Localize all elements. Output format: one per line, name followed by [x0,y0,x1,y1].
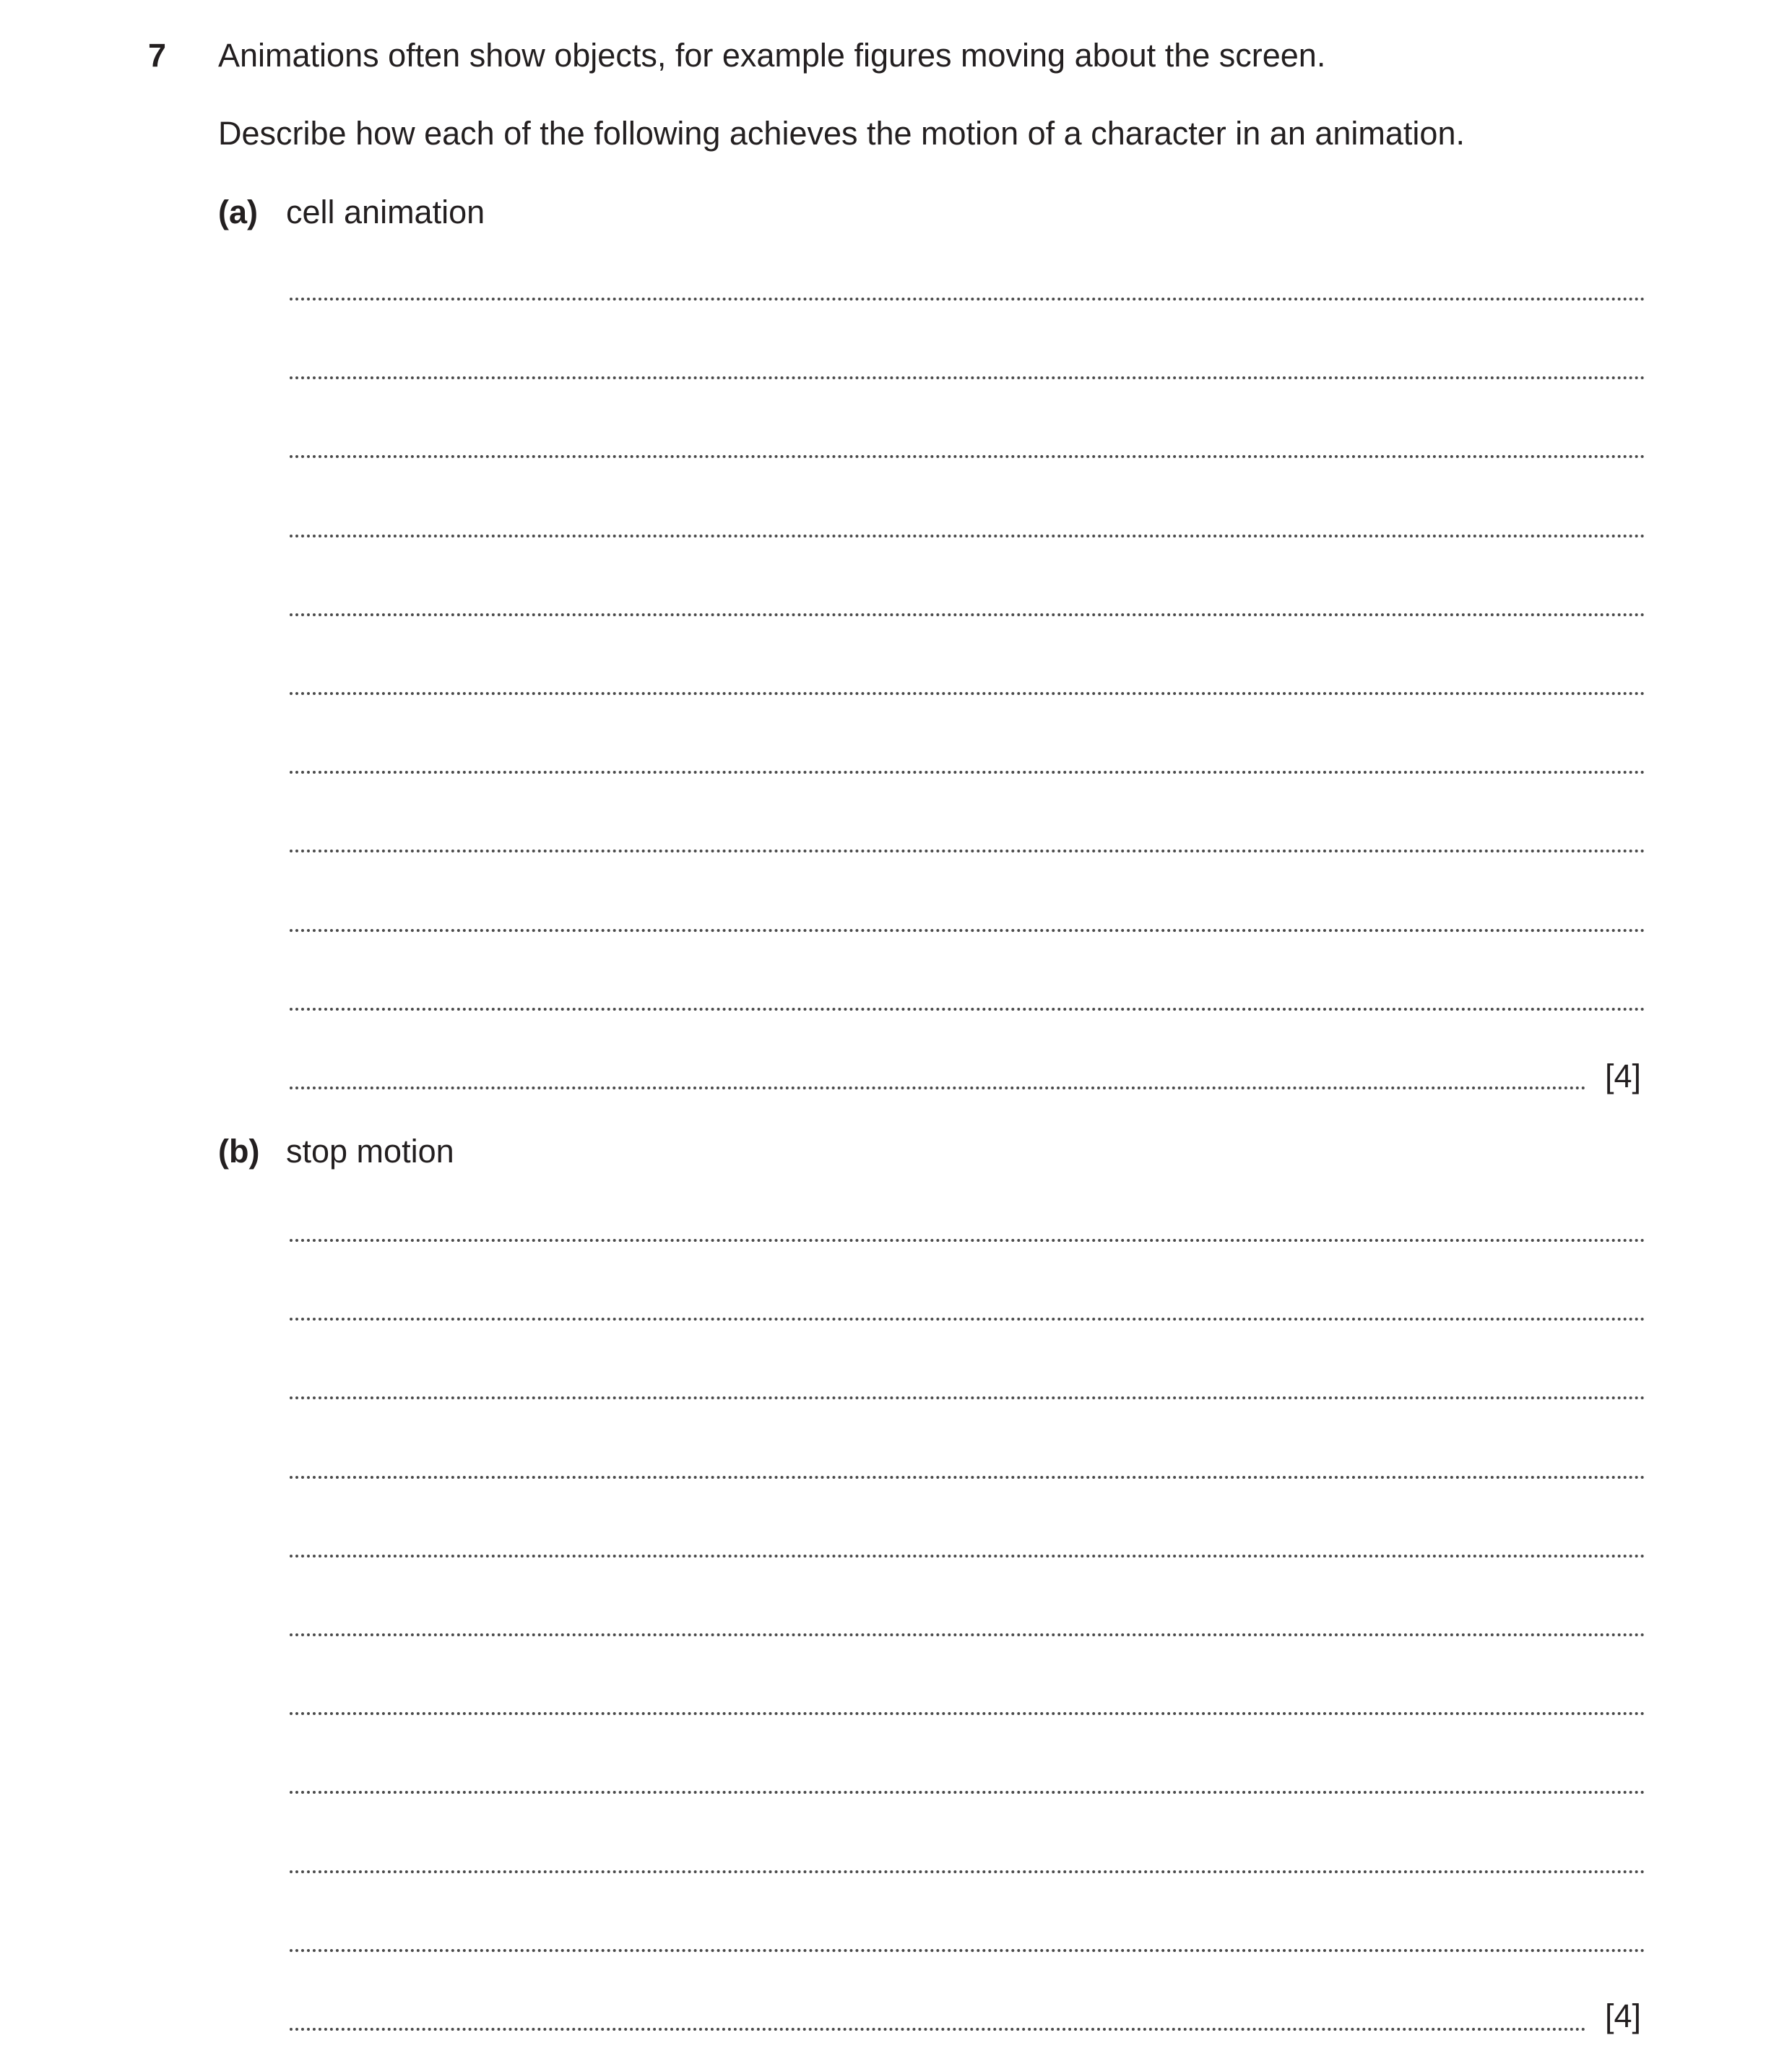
answer-line[interactable] [290,455,1645,458]
answer-line[interactable] [290,1555,1645,1558]
part-a-text: cell animation [286,194,485,230]
answer-line[interactable] [290,1870,1645,1873]
part-a-marks: [4] [1605,1058,1642,1094]
answer-line[interactable] [290,850,1645,852]
answer-line[interactable] [290,1712,1645,1715]
answer-line[interactable] [290,1239,1645,1242]
part-b-label: (b) [218,1133,260,1170]
answer-line[interactable] [290,1318,1645,1321]
part-b-text: stop motion [286,1133,454,1170]
answer-line[interactable] [290,376,1645,379]
answer-line[interactable] [290,2028,1586,2031]
answer-line[interactable] [290,1008,1645,1011]
answer-line[interactable] [290,535,1645,537]
answer-line[interactable] [290,692,1645,695]
answer-line[interactable] [290,298,1645,301]
answer-line[interactable] [290,1791,1645,1794]
answer-line[interactable] [290,771,1645,774]
answer-line[interactable] [290,613,1645,616]
answer-line[interactable] [290,1633,1645,1636]
answer-line[interactable] [290,1396,1645,1399]
answer-line[interactable] [290,1949,1645,1952]
answer-line[interactable] [290,1087,1586,1089]
question-stem: Animations often show objects, for example figures moving about the screen. [218,37,1326,74]
answer-line[interactable] [290,929,1645,932]
answer-line[interactable] [290,1476,1645,1479]
part-b-marks: [4] [1605,1997,1642,2034]
question-instruction: Describe how each of the following achieves the motion of a character in an animation. [218,115,1465,152]
part-a-label: (a) [218,194,258,230]
question-number: 7 [148,37,167,74]
